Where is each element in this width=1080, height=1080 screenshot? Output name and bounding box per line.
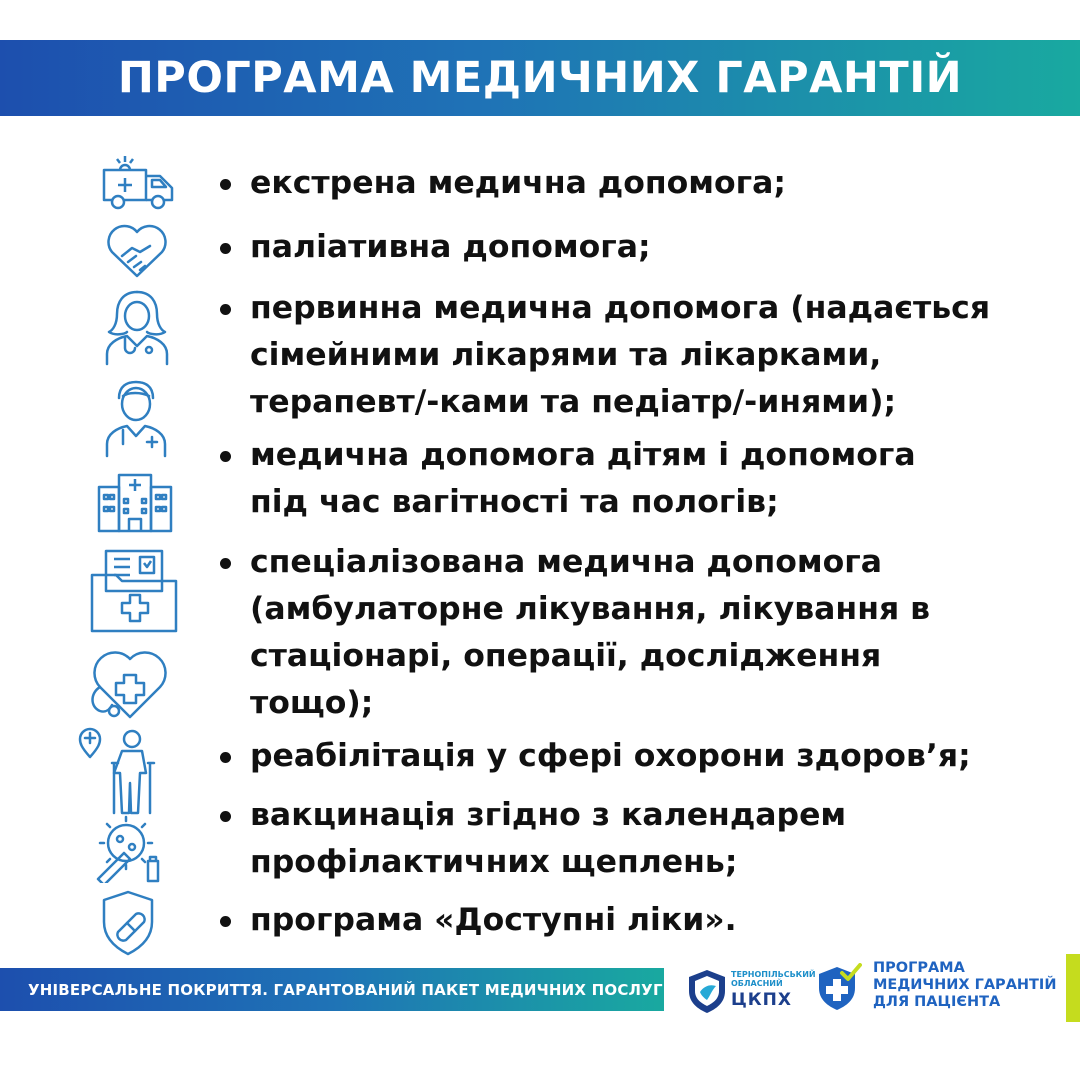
list-item [250, 733, 971, 780]
item-line: під час вагітності та пологів; [250, 484, 779, 520]
item-line: реабілітація у сфері охорони здоров’я; [250, 738, 971, 774]
item-line: медична допомога дітям і допомога [250, 437, 916, 473]
item-line: первинна медична допомога (надається [250, 290, 991, 326]
bullet [220, 752, 231, 763]
bullet [220, 304, 231, 315]
footer-banner [0, 968, 664, 1011]
medical-guarantees-logo-icon [816, 963, 862, 1013]
list-item [250, 160, 786, 207]
list-item [250, 224, 651, 271]
page-title: ПРОГРАМА МЕДИЧНИХ ГАРАНТІЙ [117, 53, 963, 103]
bullet [220, 558, 231, 569]
item-line: екстрена медична допомога; [250, 165, 786, 201]
medical-guarantees-logo-text [873, 960, 1056, 1011]
item-line: профілактичних щеплень; [250, 844, 738, 880]
item-line: (амбулаторне лікування, лікування в [250, 591, 931, 627]
item-line: сімейними лікарями та лікарками, [250, 337, 882, 373]
shield-pill-icon [98, 888, 158, 958]
hospital-icon [95, 467, 175, 533]
heart-hands-icon [104, 222, 170, 280]
tskph-logo-name: ЦКПХ [731, 990, 793, 1010]
list-item [250, 792, 846, 886]
list-item [250, 897, 737, 944]
item-line: тощо); [250, 685, 374, 721]
tskph-logo-icon [686, 968, 728, 1014]
bullet [220, 179, 231, 190]
rehabilitation-icon [76, 723, 166, 815]
item-line: стаціонарі, операції, дослідження [250, 638, 882, 674]
male-doctor-icon [103, 378, 169, 458]
list-item [250, 539, 930, 727]
title-banner [0, 40, 1080, 116]
item-line: вакцинація згідно з календарем [250, 797, 847, 833]
tskph-logo-subtitle: ТЕРНОПІЛЬСЬКИЙ ОБЛАСНИЙ [731, 970, 816, 988]
bullet [220, 451, 231, 462]
logo-line: ДЛЯ ПАЦІЄНТА [873, 994, 1001, 1010]
item-line: програма «Доступні ліки». [250, 902, 737, 938]
medical-folder-icon [88, 545, 182, 637]
logo-line: ПРОГРАМА [873, 960, 965, 976]
vaccine-icon [94, 815, 164, 883]
accent-stripe [1066, 954, 1080, 1022]
heart-stethoscope-icon [86, 645, 172, 725]
item-line: терапевт/-ками та педіатр/-инями); [250, 384, 897, 420]
logo-line: МЕДИЧНИХ ГАРАНТІЙ [873, 977, 1057, 993]
list-item [250, 432, 916, 526]
footer-slogan: УНІВЕРСАЛЬНЕ ПОКРИТТЯ. ГАРАНТОВАНИЙ ПАКЕТ МЕДИЧНИХ ПОСЛУГ [28, 980, 663, 999]
bullet [220, 811, 231, 822]
tskph-logo [686, 962, 816, 1022]
bullet [220, 243, 231, 254]
ambulance-icon [100, 152, 176, 212]
item-line: спеціалізована медична допомога [250, 544, 883, 580]
bullet [220, 916, 231, 927]
list-item [250, 285, 990, 426]
female-doctor-icon [103, 288, 171, 366]
item-line: паліативна допомога; [250, 229, 651, 265]
